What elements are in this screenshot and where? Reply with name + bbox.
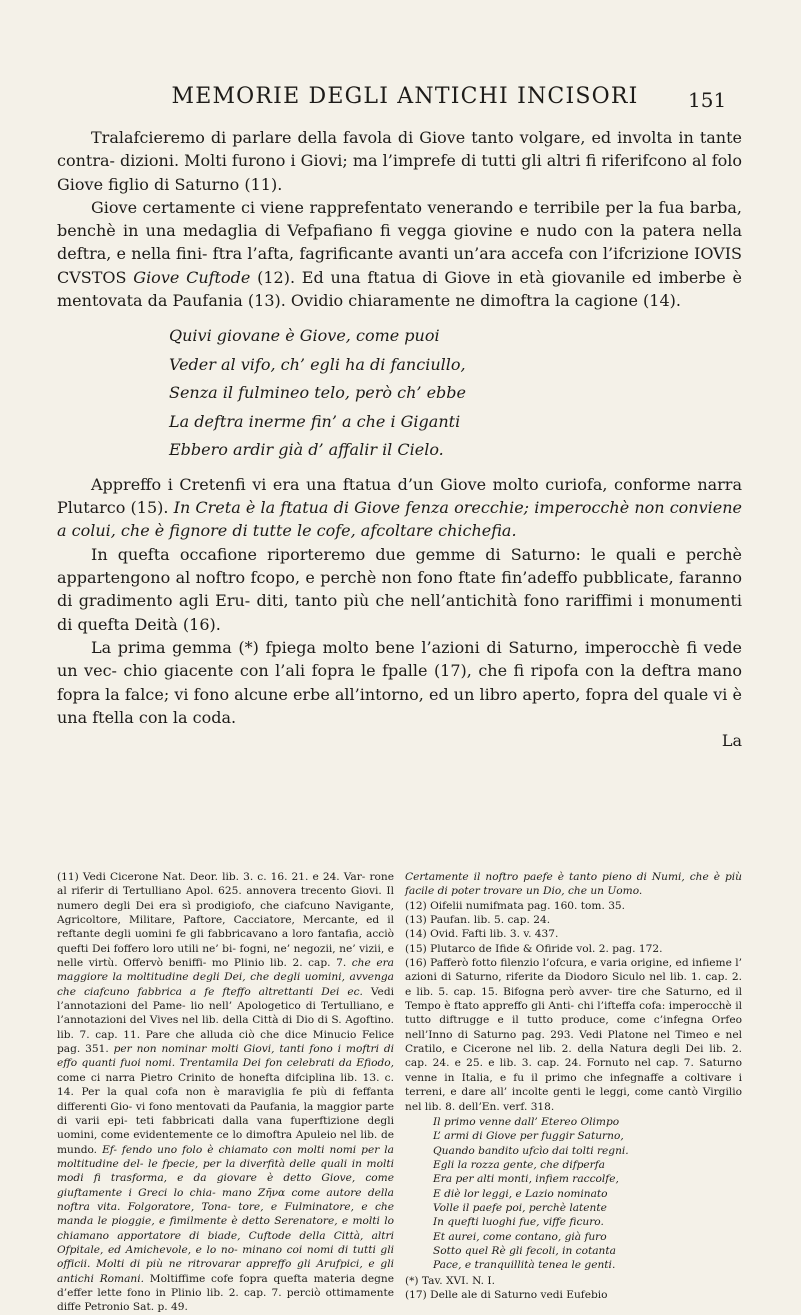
paragraph-3-italic: In Creta è la ftatua di Giove fenza orecchie; imperocchè non conviene a colui, che è fignore di tutte le cofe, afcoltare chichefia. [57, 498, 743, 541]
footnote-11 [57, 870, 394, 1315]
virgil-verse [433, 1115, 742, 1273]
footnote-15: (15) Plutarco de Ifide & Ofiride vol. 2. pag. 172. [405, 942, 663, 955]
footnotes-right-column [405, 870, 742, 1315]
footnote-14: (14) Ovid. Fafti lib. 3. v. 437. [405, 928, 559, 941]
footnote-13: (13) Paufan. lib. 5. cap. 24. [405, 914, 551, 927]
footnote-text: come ci narra Pietro Crinito de honefta difciplina lib. 13. c. 14. Per la qual cofa non è maraviglia fe più di feffanta differenti Gio- vi fono mentovati da Paufania, la maggior parte di varii epi- teti fabbricati dalla vana fuperftizione degli uomini, come evidentemente ce lo dimoftra Apuleio nel lib. de mundo. [57, 1071, 394, 1156]
verse-line: Senza il fulmineo telo, però ch’ ebbe [169, 383, 466, 403]
footnote-12: (12) Oifelii numifmata pag. 160. tom. 35. [405, 899, 626, 912]
footnote-text: Moltiffime cofe fopra quefta materia degne d’effer lette fono in Plinio lib. 2. cap. 7. perciò ottimamente diffe Petronio Sat. p. 49. [57, 1272, 394, 1314]
footnote-16: (16) Pafferò fotto filenzio l’ofcura, e varia origine, ed infieme l’ azioni di Saturno, riferite da Diodoro Siculo nel lib. 1. cap. 2. e lib. 5. cap. 15. Bifogna però avver- tire che Saturno, ed il Tempo è ftato appreffo gli Anti- chi l’ifteffa cofa: imperocchè il tutto diftrugge e il tutto produce, come c’infegna Orfeo nell’Inno di Saturno pag. 293. Vedi Platone nel Timeo e nel Cratilo, e Cicerone nel lib. 2. della Natura degli Dei lib. 2. cap. 24. e 25. e lib. 3. cap. 24. Fornuto nel cap. 7. Saturno venne in Italia, e fu il primo che infegnaffe a coltivare i terreni, e dare all’ incolte genti le leggi, come cantò Virgilio nel lib. 8. dell’En. verf. 318. [405, 957, 742, 1113]
footnote-italic: che era maggiore la moltitudine degli Dei, che degli uomini, avvenga che ciafcuno fabbrica a fe fteffo altrettanti Dei ec. [57, 957, 394, 998]
verse-line: Egli la rozza gente, che difperfa [433, 1158, 605, 1171]
verse-line: Era per alti monti, infiem raccolfe, [433, 1173, 619, 1186]
paragraph-1: Tralafcieremo di parlare della favola di Giove tanto volgare, ed involta in tante contra- dizioni. Molti furono i Giovi; ma l’imprefe di tutti gli altri fi riferifcono al folo Giove figlio di Saturno (11). [57, 128, 742, 194]
ovid-verse [169, 322, 742, 465]
verse-line: Quando bandito ufcìo dai tolti regni. [433, 1144, 629, 1157]
footnote-text: (11) Vedi Cicerone Nat. Deor. lib. 3. c. 16. 21. e 24. Var- rone al riferir di Tertulliano Apol. 625. annovera trecento Giovi. Il numero degli Dei era sì prodigiofo, che ciafcuno Navigante, Agricoltore, Militare, Paftore, Cacciatore, Mercante, ed il reftante degli uomini fe gli fabbricavano a loro fantafia, acciò quefti Dei foffero loro utili ne’ bi- fogni, ne’ negozii, ne’ vizii, e nelle virtù. Offervò beniffi- mo Plinio lib. 2. cap. 7. [57, 871, 394, 970]
footnote-text: Vedi l’annotazioni del Pame- lio nell’ Apologetico di Tertulliano, e l’annotazioni del Vives nel lib. della Città di Dio di S. Agoftino. lib. 7. cap. 11. Pare che alluda ciò che dice Minucio Felice pag. 351. [57, 985, 394, 1056]
verse-line: La deftra inerme fin’ a che i Giganti [169, 411, 461, 431]
footnotes-left-column [57, 870, 394, 1315]
verse-line: Veder al vifo, ch’ egli ha di fanciullo, [169, 354, 466, 374]
verse-line: E diè lor leggi, e Lazio nominato [433, 1187, 608, 1200]
footnote-italic: per non nominar molti Giovi, tanti fono i moftri di effo quanti fuoi nomi. Trentamila Dei fon celebrati da Efiodo, [57, 1043, 394, 1070]
plate-reference: (*) Tav. XVI. N. I. [405, 1274, 495, 1287]
paragraph-3-text: Appreffo i Cretenfi vi era una ftatua d’un Giove molto curiofa, conforme narra Plutarco (15). [57, 474, 742, 518]
verse-line: Ebbero ardir già d’ affalir il Cielo. [169, 440, 444, 460]
footnotes [57, 870, 742, 1315]
main-text [57, 126, 742, 752]
footnote-italic: Ef- fendo uno folo è chiamato con molti nomi per la moltitudine del- le fpecie, per la diverfità delle quali in molti modi fi trasforma, e da giovare è detto Giove, come giuftamente i Greci lo chia- mano Ζῆνα come autore della noftra vita. Folgoratore, Tona- tore, e Fulminatore, e che manda le pioggie, e fimilmente è detto Serenatore, e molti lo chiamano apportatore di biade, Cuftode della Città, altri Ofpitale, ed Amichevole, e lo no- minano coi nomi di tutti gli officii. Molti di più ne ritrovarar appreffo gli Arufpici, e gli antichi Romani. [57, 1143, 395, 1285]
petronius-quote: Certamente il noftro paefe è tanto pieno di Numi, che è più facile di poter trovare un Dio, che un Uomo. [405, 871, 742, 898]
verse-line: Et aurei, come contano, già furo [433, 1230, 607, 1243]
paragraph-4: In quefta occafione riporteremo due gemme di Saturno: le quali e perchè appartengono al noftro fcopo, e perchè non fono ftate fin’adeffo pubblicate, faranno di gradimento agli Eru- diti, tanto più che nell’antichità fono rariffimi i monumenti di quefta Deità (16). [57, 544, 742, 634]
paragraph-5: La prima gemma (*) fpiega molto bene l’azioni di Saturno, imperocchè fi vede un vec- chio giacente con l’ali fopra le fpalle (17), che fi ripofa con la deftra mano fopra la falce; vi fono alcune erbe all’intorno, ed un libro aperto, fopra del quale vi è una ftella con la coda. [57, 637, 742, 727]
footnote-17: (17) Delle ale di Saturno vedi Eufebio [405, 1288, 608, 1301]
paragraph-2-end: (12). Ed una ftatua di Giove in età giovanile ed imberbe è mentovata da Paufania (13). Ovidio chiaramente ne dimoftra la cagione (14). [57, 267, 742, 311]
verse-line: In quefti luoghi fue, viffe ficuro. [433, 1216, 604, 1229]
page-number: 151 [688, 88, 727, 112]
running-head: MEMORIE DEGLI ANTICHI INCISORI [171, 84, 639, 109]
paragraph-2-italic: Giove Cuftode [133, 267, 251, 287]
verse-line: Il primo venne dall’ Etereo Olimpo [433, 1115, 620, 1128]
verse-line: Sotto quel Rè gli fecoli, in cotanta [433, 1244, 616, 1257]
verse-line: Quivi giovane è Giove, come puoi [169, 326, 440, 346]
paragraph-3 [57, 473, 742, 543]
verse-line: Pace, e tranquillità tenea le genti. [433, 1259, 616, 1272]
paragraph-2-text: Giove certamente ci viene rapprefentato venerando e terribile per la fua barba, benchè in una medaglia di Vefpafiano fi vegga giovine e nudo con la patera nella deftra, e nella fini- ftra l’afta, fagrificante avanti un’ara accefa con l’ifcrizione IOVIS CVSTOS [57, 197, 742, 287]
verse-line: Volle il paefe poi, perchè latente [433, 1201, 607, 1214]
catchword: La [721, 731, 742, 751]
paragraph-2 [57, 196, 742, 312]
verse-line: L’ armi di Giove per fuggir Saturno, [433, 1130, 624, 1143]
